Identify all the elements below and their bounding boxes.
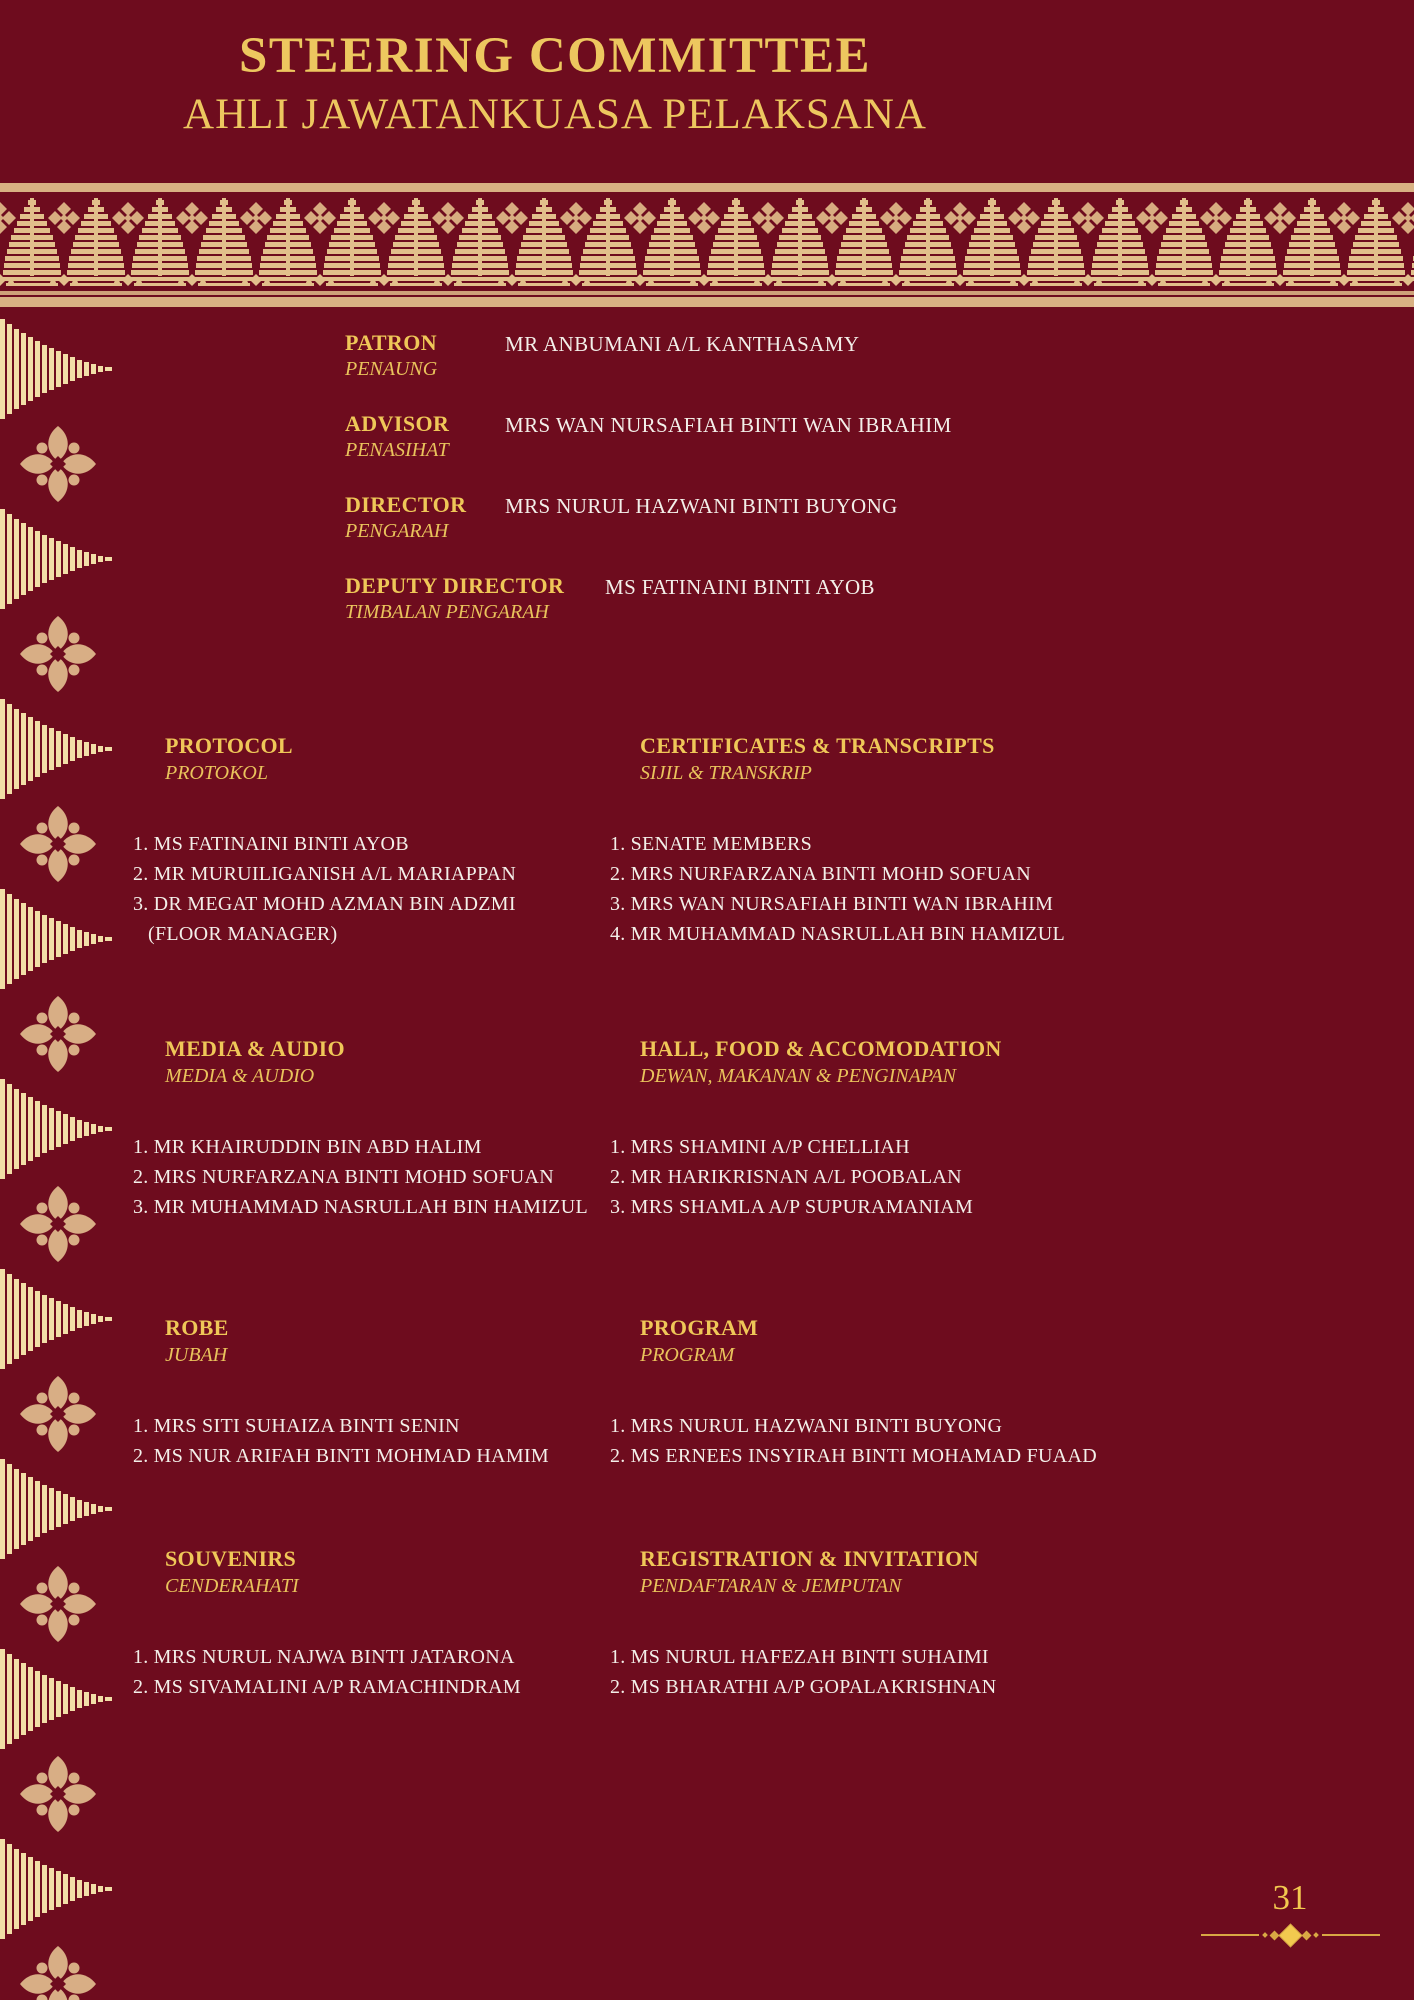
band-bottom-rule [0,297,1414,307]
section-title-malay: MEDIA & AUDIO [165,1065,315,1088]
member-list [133,1411,693,1471]
section-title: CERTIFICATES & TRANSCRIPTS [640,733,995,758]
section-title-malay: JUBAH [165,1344,228,1367]
member-item: 4. MR MUHAMMAD NASRULLAH BIN HAMIZUL [610,923,1065,946]
officer-name: MRS NURUL HAZWANI BINTI BUYONG [505,494,898,518]
page-number: 31 [1272,1878,1308,1917]
section-title-malay: PROTOKOL [165,762,268,785]
section-title: SOUVENIRS [165,1546,297,1571]
divider-line [1322,1934,1380,1936]
officer-role: DIRECTOR [345,492,467,517]
officer-role-malay: PENASIHAT [345,439,449,462]
songket-border-band [0,192,1414,297]
member-list [610,1642,1170,1702]
officer-role: ADVISOR [345,411,450,436]
officer-name: MS FATINAINI BINTI AYOB [605,575,875,599]
member-item: 2. MRS NURFARZANA BINTI MOHD SOFUAN [133,1166,554,1189]
section-title: HALL, FOOD & ACCOMODATION [640,1036,1002,1061]
section-protocol [133,733,693,949]
officer-name: MRS WAN NURSAFIAH BINTI WAN IBRAHIM [505,413,952,437]
section-title: REGISTRATION & INVITATION [640,1546,979,1571]
section-souvenirs [133,1546,693,1702]
member-item: 3. DR MEGAT MOHD AZMAN BIN ADZMI [133,893,516,916]
section-title-malay: CENDERAHATI [165,1575,299,1598]
page-header [0,30,1110,136]
member-item: 1. MS FATINAINI BINTI AYOB [133,833,409,856]
member-item: 2. MRS NURFARZANA BINTI MOHD SOFUAN [610,863,1031,886]
member-list [133,1132,693,1222]
section-title-malay: SIJIL & TRANSKRIP [640,762,812,785]
member-item: 3. MRS WAN NURSAFIAH BINTI WAN IBRAHIM [610,893,1054,916]
member-item: 2. MS NUR ARIFAH BINTI MOHMAD HAMIM [133,1445,549,1468]
band-top-rule [0,183,1414,192]
section-certificates-transcripts [610,733,1170,949]
member-item-note: (FLOOR MANAGER) [148,923,338,946]
officer-role-malay: TIMBALAN PENGARAH [345,601,549,624]
member-item: 1. MRS NURUL NAJWA BINTI JATARONA [133,1646,515,1669]
officer-advisor [345,411,1105,462]
officer-role: PATRON [345,330,438,355]
section-media-audio [133,1036,693,1222]
officer-patron [345,330,1105,381]
officer-role-malay: PENGARAH [345,520,449,543]
member-list [133,1642,693,1702]
member-list [610,1132,1170,1222]
member-item: 1. SENATE MEMBERS [610,833,813,856]
section-hall-food-accomodation [610,1036,1170,1222]
member-item: 2. MR MURUILIGANISH A/L MARIAPPAN [133,863,517,886]
divider-dot-icon [1313,1932,1319,1938]
member-item: 2. MS SIVAMALINI A/P RAMACHINDRAM [133,1676,521,1699]
section-title: ROBE [165,1315,229,1340]
section-title-malay: PENDAFTARAN & JEMPUTAN [640,1575,902,1598]
section-title: MEDIA & AUDIO [165,1036,345,1061]
member-item: 1. MRS NURUL HAZWANI BINTI BUYONG [610,1415,1003,1438]
member-item: 2. MS BHARATHI A/P GOPALAKRISHNAN [610,1676,997,1699]
officer-role-malay: PENAUNG [345,358,438,381]
officer-role: DEPUTY DIRECTOR [345,573,565,598]
member-list [610,1411,1170,1471]
member-list [133,829,693,949]
member-item: 3. MRS SHAMLA A/P SUPURAMANIAM [610,1196,974,1219]
section-title: PROGRAM [640,1315,759,1340]
section-program [610,1315,1170,1471]
section-title-malay: PROGRAM [640,1344,735,1367]
divider-dot-icon [1262,1932,1268,1938]
songket-side-border [0,312,130,2000]
member-item: 2. MS ERNEES INSYIRAH BINTI MOHAMAD FUAAD [610,1445,1098,1468]
member-item: 1. MS NURUL HAFEZAH BINTI SUHAIMI [610,1646,989,1669]
section-registration-invitation [610,1546,1170,1702]
officer-name: MR ANBUMANI A/L KANTHASAMY [505,332,860,356]
member-item: 1. MR KHAIRUDDIN BIN ABD HALIM [133,1136,482,1159]
diamond-icon [1278,1923,1302,1947]
member-item: 3. MR MUHAMMAD NASRULLAH BIN HAMIZUL [133,1196,588,1219]
section-title: PROTOCOL [165,733,293,758]
page-divider-ornament [1180,1924,1400,1946]
member-item: 2. MR HARIKRISNAN A/L POOBALAN [610,1166,962,1189]
page-title: STEERING COMMITTEE [238,28,872,84]
officer-deputy-director [345,573,1105,624]
small-diamond-icon [1301,1930,1311,1940]
page-subtitle: AHLI JAWATANKUASA PELAKSANA [183,90,927,138]
member-list [610,829,1170,949]
divider-line [1201,1934,1259,1936]
officer-director [345,492,1105,543]
member-item: 1. MRS SHAMINI A/P CHELLIAH [610,1136,910,1159]
section-robe [133,1315,693,1471]
member-item: 1. MRS SITI SUHAIZA BINTI SENIN [133,1415,460,1438]
section-title-malay: DEWAN, MAKANAN & PENGINAPAN [640,1065,956,1088]
